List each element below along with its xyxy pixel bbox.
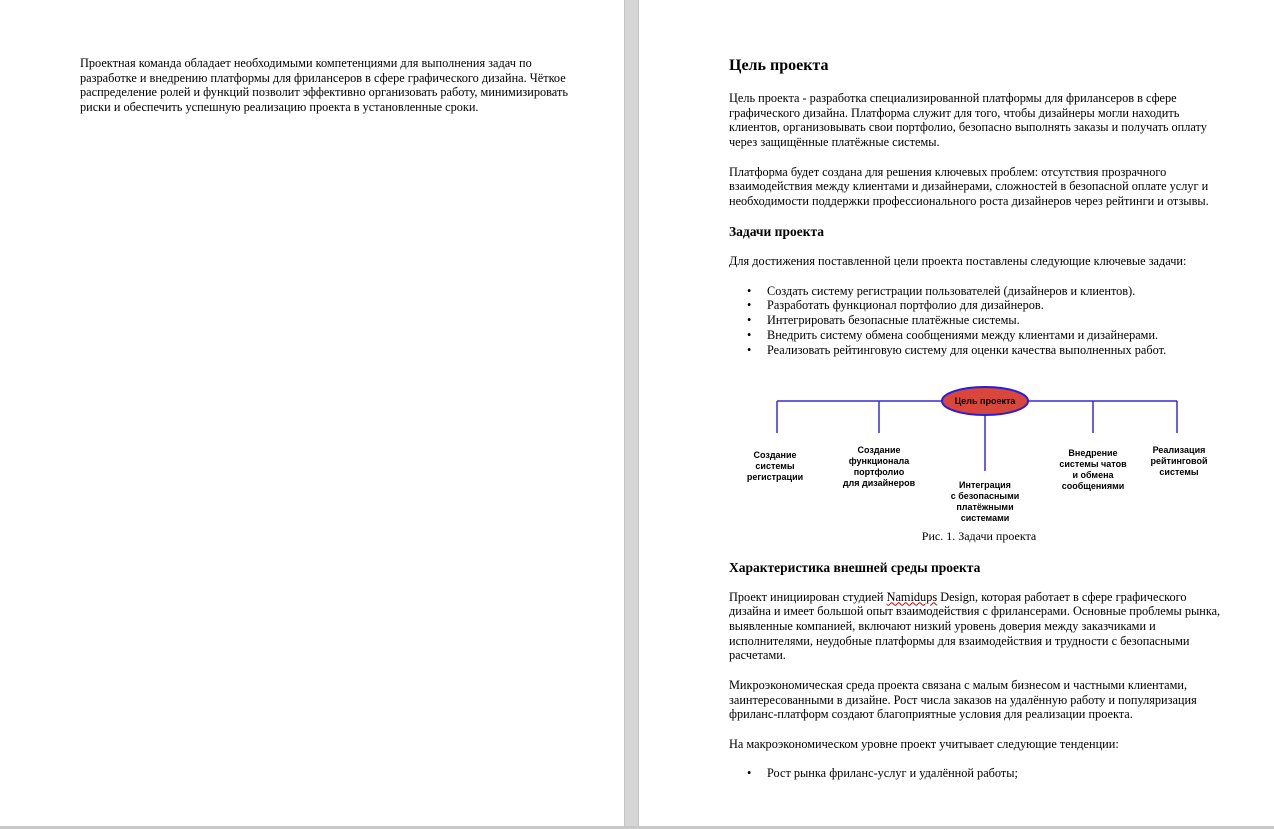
document-page-right bbox=[639, 0, 1274, 829]
diagram-center-label: Цель проекта bbox=[954, 396, 1016, 407]
misspelled-word: Namidups bbox=[886, 589, 938, 604]
heading-goal: Цель проекта bbox=[729, 57, 829, 74]
list-item: • Разработать функционал портфолио для дизайнеров. bbox=[767, 298, 1229, 313]
diagram-node-label: Создание функционала портфолио для дизайнеров bbox=[842, 445, 916, 489]
tasks-diagram bbox=[729, 371, 1229, 529]
body-paragraph: Проектная команда обладает необходимыми компетенциями для выполнения задач по разработке и внедрению платформы для фрилансеров в сфере графического дизайна. Чёткое распределение ролей и функций позволит эффективно организовать работу, минимизировать риски и обеспечить успешную реализацию проекта в установленные сроки. bbox=[80, 56, 568, 115]
document-page-left bbox=[0, 0, 624, 829]
heading-environment: Характеристика внешней среды проекта bbox=[729, 559, 981, 575]
env-text-rest: Design, которая работает в сфере графического дизайна и имеет большой опыт взаимодействия с фрилансерами. Основные проблемы рынка, выявленные компанией, включают низкий уровень доверия между заказчиками и исполнителями, неудобные платформы для взаимодействия и трудности с безопасными расчетами. bbox=[729, 589, 1221, 663]
figure-caption: Рис. 1. Задачи проекта bbox=[921, 529, 1037, 544]
page-gutter bbox=[624, 0, 639, 829]
heading-tasks: Задачи проекта bbox=[729, 224, 825, 240]
goal-paragraph-1: Цель проекта - разработка специализированной платформы для фрилансеров в сфере графического дизайна. Платформа служит для того, чтобы дизайнеры могли находить клиентов, организовывать свои портфолио, безопасно выполнять заказы и получать оплату через защищённые платёжные системы. bbox=[729, 91, 1207, 150]
list-item: • Рост рынка фриланс-услуг и удалённой работы; bbox=[767, 766, 1229, 781]
page-content bbox=[729, 56, 1229, 795]
environment-paragraph-1 bbox=[729, 590, 1229, 664]
diagram-node-label: Реализация рейтинговой системы bbox=[1150, 445, 1208, 478]
diagram-node-label: Создание системы регистрации bbox=[746, 450, 804, 483]
list-item: • Внедрить систему обмена сообщениями между клиентами и дизайнерами. bbox=[767, 328, 1229, 343]
environment-paragraph-3: На макроэкономическом уровне проект учитывает следующие тенденции: bbox=[729, 736, 1119, 751]
tasks-list bbox=[729, 284, 1229, 358]
diagram-nodes bbox=[747, 445, 1208, 523]
environment-paragraph-2: Микроэкономическая среда проекта связана с малым бизнесом и частными клиентами, заинтересованными в дизайне. Рост числа заказов на удалённую работу и популяризация фриланс-платформ создают благоприятные условия для реализации проекта. bbox=[729, 677, 1197, 722]
goal-paragraph-2: Платформа будет создана для решения ключевых проблем: отсутствия прозрачного взаимодействия между клиентами и дизайнерами, сложностей в безопасной оплате услуг и необходимости поддержки профессионального роста дизайнеров через рейтинги и отзывы. bbox=[729, 164, 1209, 208]
env-text-start: Проект инициирован студией bbox=[729, 589, 887, 604]
diagram-node-label: Интеграция с безопасными платёжными системами bbox=[950, 480, 1020, 524]
diagram-node-label: Внедрение системы чатов и обмена сообщениями bbox=[1059, 448, 1127, 492]
list-item: • Реализовать рейтинговую систему для оценки качества выполненных работ. bbox=[767, 343, 1229, 358]
list-item: • Интегрировать безопасные платёжные системы. bbox=[767, 313, 1229, 328]
trends-list bbox=[729, 766, 1229, 781]
tasks-intro: Для достижения поставленной цели проекта поставлены следующие ключевые задачи: bbox=[729, 254, 1187, 269]
list-item: • Создать систему регистрации пользователей (дизайнеров и клиентов). bbox=[767, 284, 1229, 299]
tasks-diagram-svg bbox=[729, 371, 1229, 529]
